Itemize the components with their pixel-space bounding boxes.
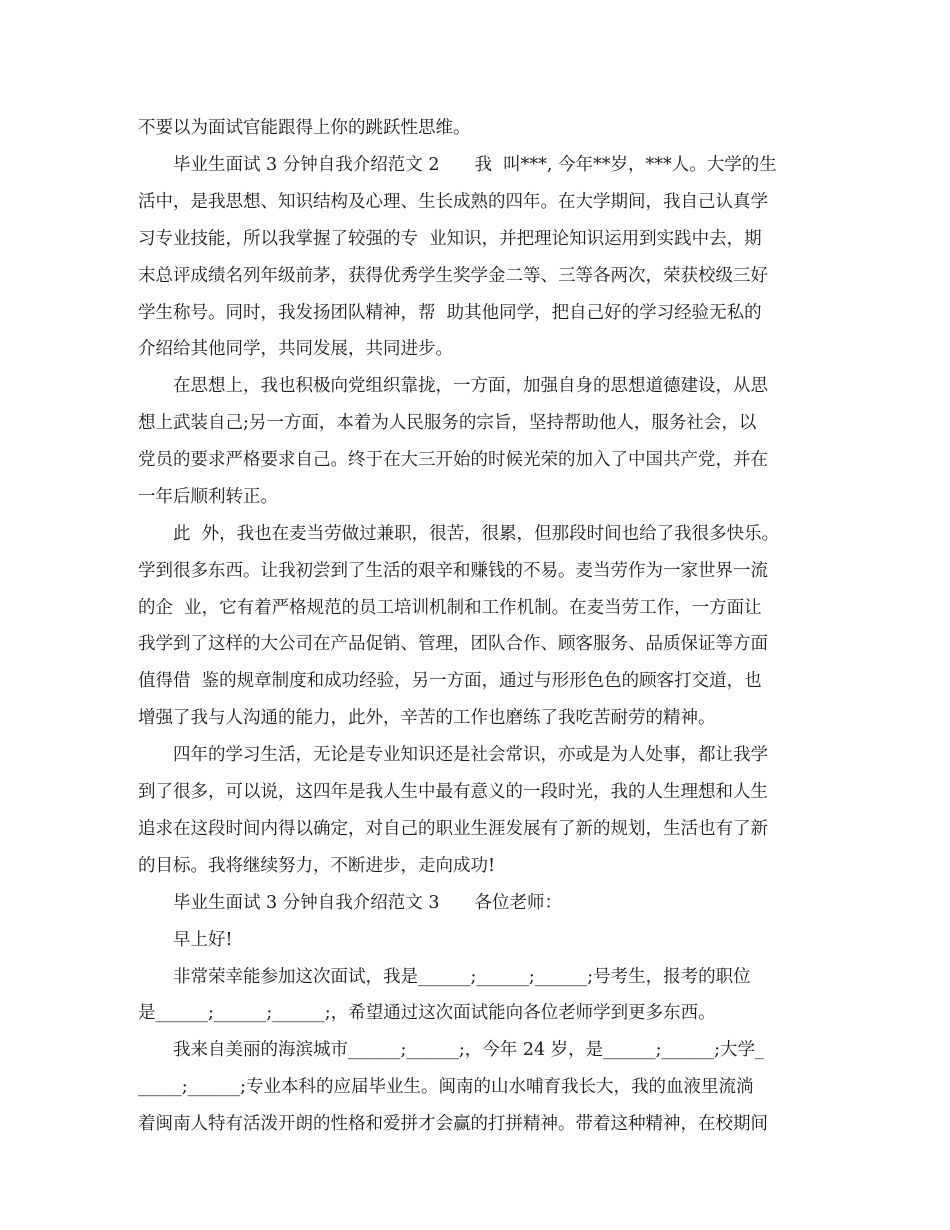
text-line: 不要以为面试官能跟得上你的跳跃性思维。 xyxy=(138,118,471,138)
text-line: 一年后顺利转正。 xyxy=(138,487,278,507)
text-line: 的目标。我将继续努力，不断进步，走向成功! xyxy=(138,856,496,876)
section-heading-3-line: 毕业生面试 3 分钟自我介绍范文 3 各位老师： xyxy=(173,893,562,913)
text-line: 着闽南人特有活泼开朗的性格和爱拼才会赢的打拼精神。带着这种精神，在校期间 xyxy=(138,1114,768,1134)
text-line: 想上武装自己;另一方面，本着为人民服务的宗旨，坚持帮助他人，服务社会，以 xyxy=(138,413,757,433)
text-line: 增强了我与人沟通的能力，此外，辛苦的工作也磨练了我吃苦耐劳的精神。 xyxy=(138,708,716,728)
text-line: 党员的要求严格要求自己。终于在大三开始的时候光荣的加入了中国共产党，并在 xyxy=(138,450,768,470)
section-heading-2-line: 毕业生面试 3 分钟自我介绍范文 2 我 叫***, 今年**岁，***人。大学的生 xyxy=(173,155,777,175)
text-line: 学生称号。同时，我发扬团队精神，帮 助其他同学，把自己好的学习经验无私的 xyxy=(138,303,762,323)
text-line: 介绍给其他同学，共同发展，共同进步。 xyxy=(138,339,453,359)
paragraph-start-line: 非常荣幸能参加这次面试，我是______;______;______;号考生，报考的职位 xyxy=(173,967,751,987)
greeting-line: 早上好! xyxy=(173,930,233,950)
paragraph-start-line: 我来自美丽的海滨城市______;______;，今年 24 岁，是______;______;大学_ xyxy=(173,1040,764,1060)
text-line: 到了很多，可以说，这四年是我人生中最有意义的一段时光，我的人生理想和人生 xyxy=(138,782,768,802)
text-line: _____;______;专业本科的应届毕业生。闽南的山水哺育我长大，我的血液里流淌 xyxy=(138,1077,754,1097)
text-line: 值得借 鉴的规章制度和成功经验，另一方面，通过与形形色色的顾客打交道，也 xyxy=(138,671,762,691)
text-line: 我学到了这样的大公司在产品促销、管理，团队合作、顾客服务、品质保证等方面 xyxy=(138,634,768,654)
text-line: 习专业技能，所以我掌握了较强的专 业知识，并把理论知识运用到实践中去，期 xyxy=(138,229,762,249)
text-line: 是______;______;______;，希望通过这次面试能向各位老师学到更多东西。 xyxy=(138,1003,716,1023)
paragraph-start-line: 此 外，我也在麦当劳做过兼职，很苦，很累，但那段时间也给了我很多快乐。 xyxy=(173,524,780,544)
paragraph-start-line: 四年的学习生活，无论是专业知识还是社会常识，亦或是为人处事，都让我学 xyxy=(173,745,768,765)
text-line: 追求在这段时间内得以确定，对自己的职业生涯发展有了新的规划，生活也有了新 xyxy=(138,819,768,839)
text-line: 的企 业，它有着严格规范的员工培训机制和工作机制。在麦当劳工作，一方面让 xyxy=(138,598,762,618)
text-line: 末总评成绩名列年级前茅，获得优秀学生奖学金二等、三等各两次，荣获校级三好 xyxy=(138,266,768,286)
text-line: 学到很多东西。让我初尝到了生活的艰辛和赚钱的不易。麦当劳作为一家世界一流 xyxy=(138,561,768,581)
paragraph-start-line: 在思想上，我也积极向党组织靠拢，一方面，加强自身的思想道德建设，从思 xyxy=(173,376,768,396)
text-line: 活中，是我思想、知识结构及心理、生长成熟的四年。在大学期间，我自己认真学 xyxy=(138,192,768,212)
